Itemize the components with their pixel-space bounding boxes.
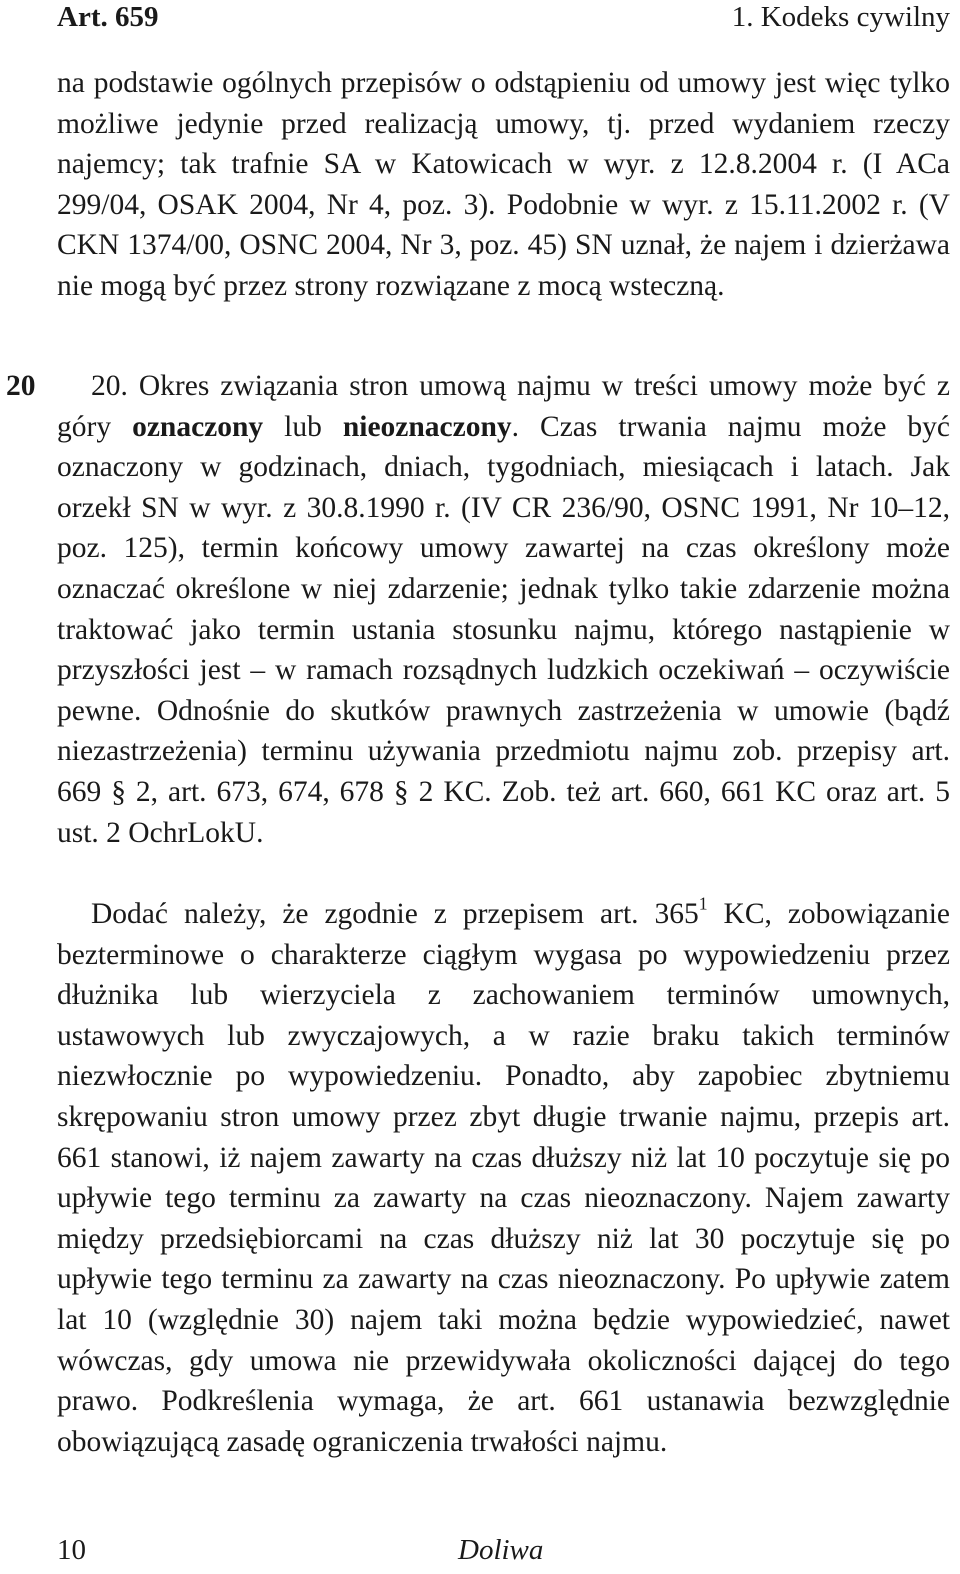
text-span: KC, zobowiązanie bezterminowe o charakterze ciągłym wygasa po wypowiedzeniu przez dłużnika lub wierzyciela z zachowaniem terminów umownych, ustawowych lub zwyczajowych, a w razie braku takich terminów niezwłocznie po wypowiedzeniu. Ponadto, aby zapobiec zbytniemu skrępowaniu stron umowy przez zbyt długie trwanie najmu, przepis art. 661 stanowi, iż najem zawarty na czas dłuższy niż lat 10 poczytuje się po upływie tego terminu za zawarty na czas nieoznaczony. Najem zawarty między przedsiębiorcami na czas dłuższy niż lat 30 poczytuje się po upływie tego terminu za zawarty na czas nieoznaczony. Po upływie zatem lat 10 (względnie 30) najem taki można będzie wypowiedzieć, nawet wówczas, gdy umowa nie przewidywała okoliczności dającej do tego prawo. Podkreślenia wymaga, że art. 661 ustanawia bezwzględnie obowiązującą zasadę ograniczenia trwałości najmu. (57, 898, 950, 1458)
text-span: . Czas trwania najmu może być oznaczony w godzinach, dniach, tygodniach, miesiącach i latach. Jak orzekł SN w wyr. z 30.8.1990 r. (IV CR 236/90, OSNC 1991, Nr 10–12, poz. 125), termin końcowy umowy zawartej na czas określony może oznaczać określone w niej zdarzenie; jednak tylko takie zdarzenie można traktować jako termin ustania stosunku najmu, którego nastąpienie w przyszłości jest – w ramach rozsądnych ludzkich oczekiwań – oczywiście pewne. Odnośnie do skutków prawnych zastrzeżenia w umowie (bądź niezastrzeżenia) terminu używania przedmiotu najmu zob. przepisy art. 669 § 2, art. 673, 674, 678 § 2 KC. Zob. też art. 660, 661 KC oraz art. 5 ust. 2 OchrLokU. (57, 410, 951, 849)
article-number: Art. 659 (57, 1, 159, 33)
margin-number: 20 (6, 370, 36, 402)
running-head (57, 0, 950, 34)
page-number: 10 (57, 1534, 86, 1566)
paragraph-text: na podstawie ogólnych przepisów o odstąpieniu od umowy jest więc tylko możliwe jedynie przed realizacją umowy, tj. przed wydaniem rzeczy najemcy; tak trafnie SA w Katowicach w wyr. z 12.8.2004 r. (I ACa 299/04, OSAK 2004, Nr 4, poz. 3). Podobnie w wyr. z 15.11.2002 r. (V CKN 1374/00, OSNC 2004, Nr 3, poz. 45) SN uznał, że najem i dzierżawa nie mogą być przez strony rozwiązane z mocą wsteczną. (57, 67, 950, 302)
paragraph-text (57, 366, 950, 853)
bold-term-nieoznaczony: nieoznaczony (342, 410, 512, 443)
bold-term-oznaczony: oznaczony (132, 410, 264, 443)
paragraph-continuation (57, 63, 950, 307)
superscript: 1 (698, 893, 708, 914)
paragraph-next (57, 894, 950, 1462)
paragraph-20 (57, 366, 950, 853)
author-name: Doliwa (458, 1534, 544, 1566)
text-span: 20. Okres związania stron umową najmu w treści umowy może być z góry (57, 370, 950, 443)
code-title: 1. Kodeks cywilny (731, 1, 950, 33)
text-span: lub (263, 410, 343, 443)
text-span: Dodać należy, że zgodnie z przepisem art. 365 (91, 898, 699, 930)
paragraph-text (57, 894, 950, 1462)
